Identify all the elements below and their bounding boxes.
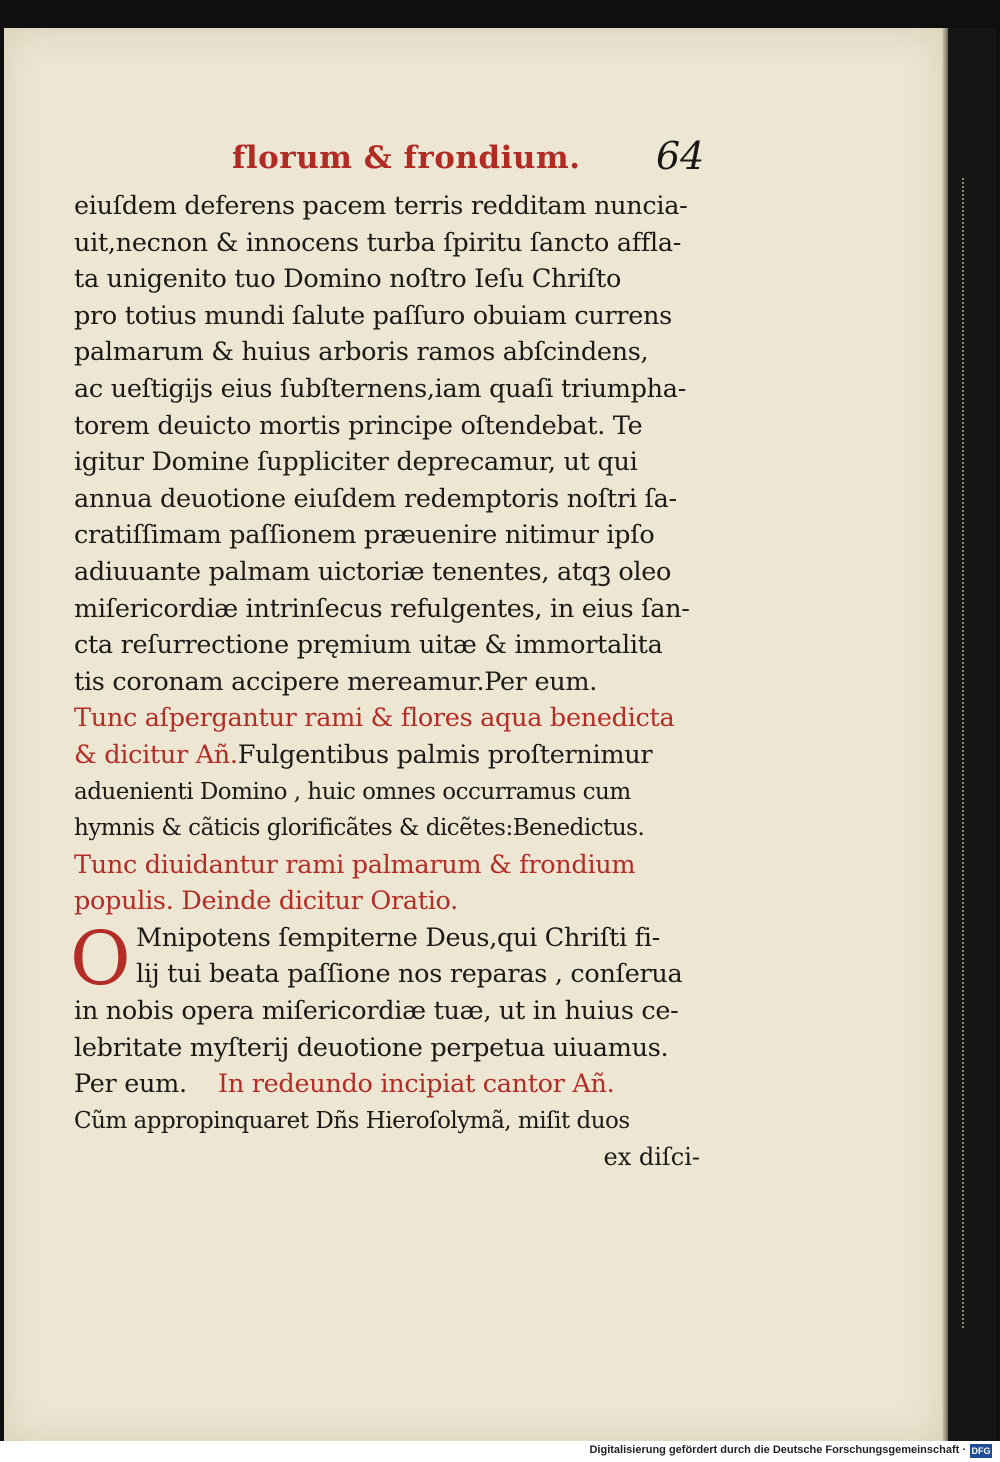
footer-bar [0,1441,1000,1462]
decorated-initial: O [70,915,131,1002]
body-line: igitur Domine ſuppliciter deprecamur, ut qui [74,447,638,478]
body-line: palmarum & huius arboris ramos abſcindens, [74,337,649,368]
body-line: uit,necnon & innocens turba ſpiritu ſancto affla- [74,227,682,258]
body-line: cta reſurrectione pręmium uitæ & immortalita [74,630,663,661]
body-line: adiuuante palmam uictoriæ tenentes, atqꝫ oleo [74,556,672,587]
page-header [4,134,942,190]
body-line: annua deuotione eiuſdem redemptoris noſtri ſa- [74,483,677,514]
antiphon-line: Cũm appropinquaret Dñs Hieroſolymã, miſit duos [74,1107,630,1134]
prayer-line: lij tui beata paſſione nos reparas , conſerua [136,959,683,990]
body-line: ac ueſtigijs eius ſubſternens,iam quaſi triumpha- [74,373,687,404]
body-line: eiuſdem deferens pacem terris redditam nuncia- [74,191,688,221]
body-line: tis coronam accipere mereamur.Per eum. [74,666,598,697]
funding-credit: Digitalisierung gefördert durch die Deutsche Forschungsgemeinschaft · [589,1444,966,1456]
body-line: ta unigenito tuo Domino noſtro Ieſu Chriſto [74,264,622,295]
prayer-line: in nobis opera miſericordiæ tuæ, ut in huius ce- [74,996,679,1027]
rubric-line: populis. Deinde dicitur Oratio. [74,886,458,917]
folio-number: 64 [656,134,705,178]
antiphon-incipit-line [74,737,704,774]
body-line: torem deuicto mortis principe oſtendebat. Te [74,410,643,441]
catchword: ex diſci- [603,1143,700,1172]
dfg-logo-icon: DFG [971,1446,991,1456]
prayer-line: Mnipotens ſempiterne Deus,qui Chriſti fi- [136,922,660,953]
prayer-block [70,915,704,1140]
antiphon-text: Fulgentibus palmis proſternimur [237,739,653,770]
rubric-text: & dicitur Añ. [74,739,238,770]
prayer-line: lebritate myſterij deuotione perpetua uiuamus. [74,1032,669,1063]
rubric-text: In redeundo incipiat cantor Añ. [218,1069,615,1100]
antiphon-line: hymnis & cãticis glorificãtes & dicẽtes:Benedictus. [74,815,645,842]
prayer-closing: Per eum. [74,1069,187,1100]
body-line: pro totius mundi ſalute paſſuro obuiam currens [74,300,672,331]
text-block [70,188,704,1175]
prayer-closing-line [74,1066,704,1103]
dotted-edge [962,178,968,1328]
body-line: miſericordiæ intrinſecus refulgentes, in eius ſan- [74,593,690,624]
antiphon-line: aduenienti Domino , huic omnes occurramus cum [74,778,631,805]
rubric-line: Tunc aſpergantur rami & flores aqua benedicta [74,703,675,734]
running-head: florum & frondium. [232,140,581,176]
body-line: cratiſſimam paſſionem præuenire nitimur ipſo [74,520,655,551]
rubric-line: Tunc diuidantur rami palmarum & frondium [74,849,636,880]
scan-margin-strip [948,28,996,1441]
book-page [4,28,942,1441]
